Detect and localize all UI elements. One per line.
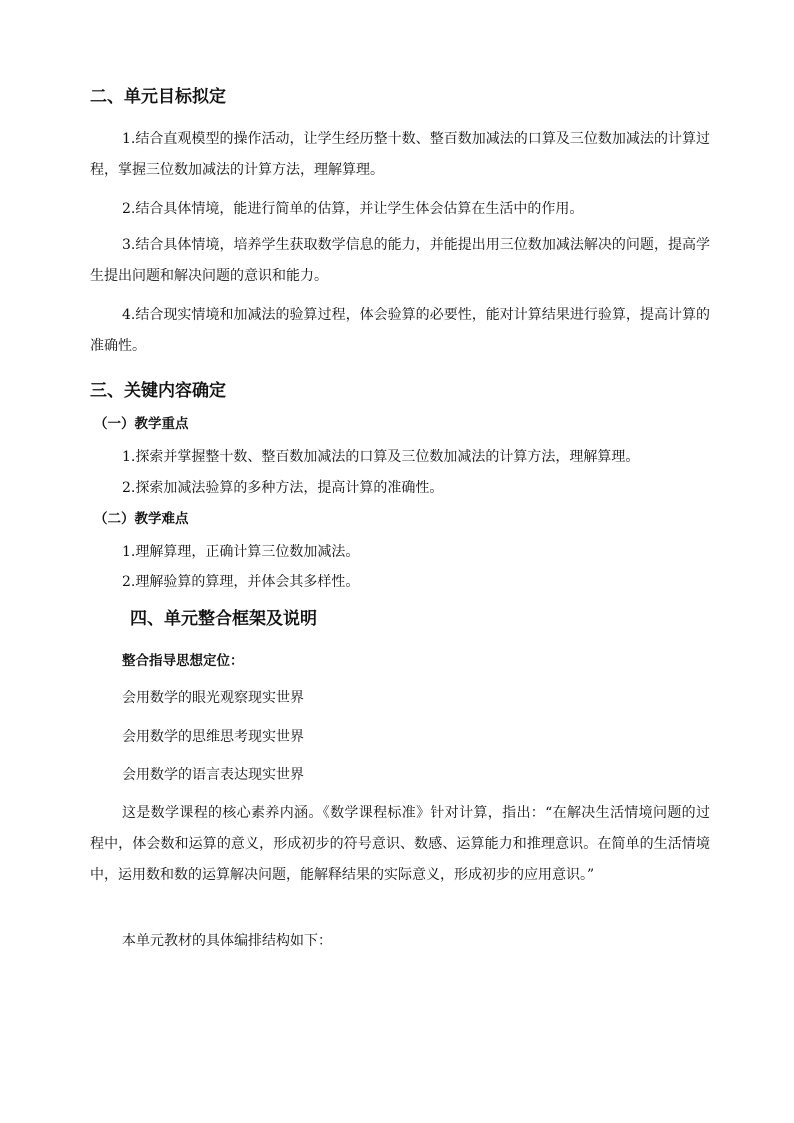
section-2-heading: 二、单元目标拟定 xyxy=(90,87,226,107)
guide-title: 整合指导思想定位： xyxy=(122,653,244,669)
guide-line-3: 会用数学的语言表达现实世界 xyxy=(122,767,304,783)
teaching-difficulty-item-1: 1.理解算理，正确计算三位数加减法。 xyxy=(122,544,360,560)
section-4-heading: 四、单元整合框架及说明 xyxy=(130,609,317,629)
teaching-focus-heading: （一）教学重点 xyxy=(94,416,189,432)
teaching-difficulty-item-2: 2.理解验算的算理，并体会其多样性。 xyxy=(122,574,360,590)
teaching-focus-item-1: 1.探索并掌握整十数、整百数加减法的口算及三位数加减法的计算方法，理解算理。 xyxy=(122,449,640,465)
objective-2: 2.结合具体情境，能进行简单的估算，并让学生体会估算在生活中的作用。 xyxy=(122,201,584,217)
objective-1: 1.结合直观模型的操作活动，让学生经历整十数、整百数加减法的口算及三位数加减法的计算过程，掌握三位数加减法的计算方法，理解算理。 xyxy=(90,131,710,178)
teaching-focus-item-2: 2.探索加减法验算的多种方法，提高计算的准确性。 xyxy=(122,480,444,496)
guide-line-1: 会用数学的眼光观察现实世界 xyxy=(122,690,304,706)
structure-intro: 本单元教材的具体编排结构如下： xyxy=(122,933,332,949)
objective-4: 4.结合现实情境和加减法的验算过程，体会验算的必要性，能对计算结果进行验算，提高计算的准确性。 xyxy=(90,307,710,354)
core-literacy-paragraph: 这是数学课程的核心素养内涵。《数学课程标准》针对计算，指出：“在解决生活情境问题的过程中，体会数和运算的意义，形成初步的符号意识、数感、运算能力和推理意识。在简单的生活情境中，运用数和数的运算解决问题，能解释结果的实际意义，形成初步的应用意识。” xyxy=(90,805,710,883)
teaching-difficulty-heading: （二）教学难点 xyxy=(94,511,189,527)
objective-3: 3.结合具体情境，培养学生获取数学信息的能力，并能提出用三位数加减法解决的问题，提高学生提出问题和解决问题的意识和能力。 xyxy=(90,237,710,284)
guide-line-2: 会用数学的思维思考现实世界 xyxy=(122,729,304,745)
section-3-heading: 三、关键内容确定 xyxy=(90,381,226,401)
